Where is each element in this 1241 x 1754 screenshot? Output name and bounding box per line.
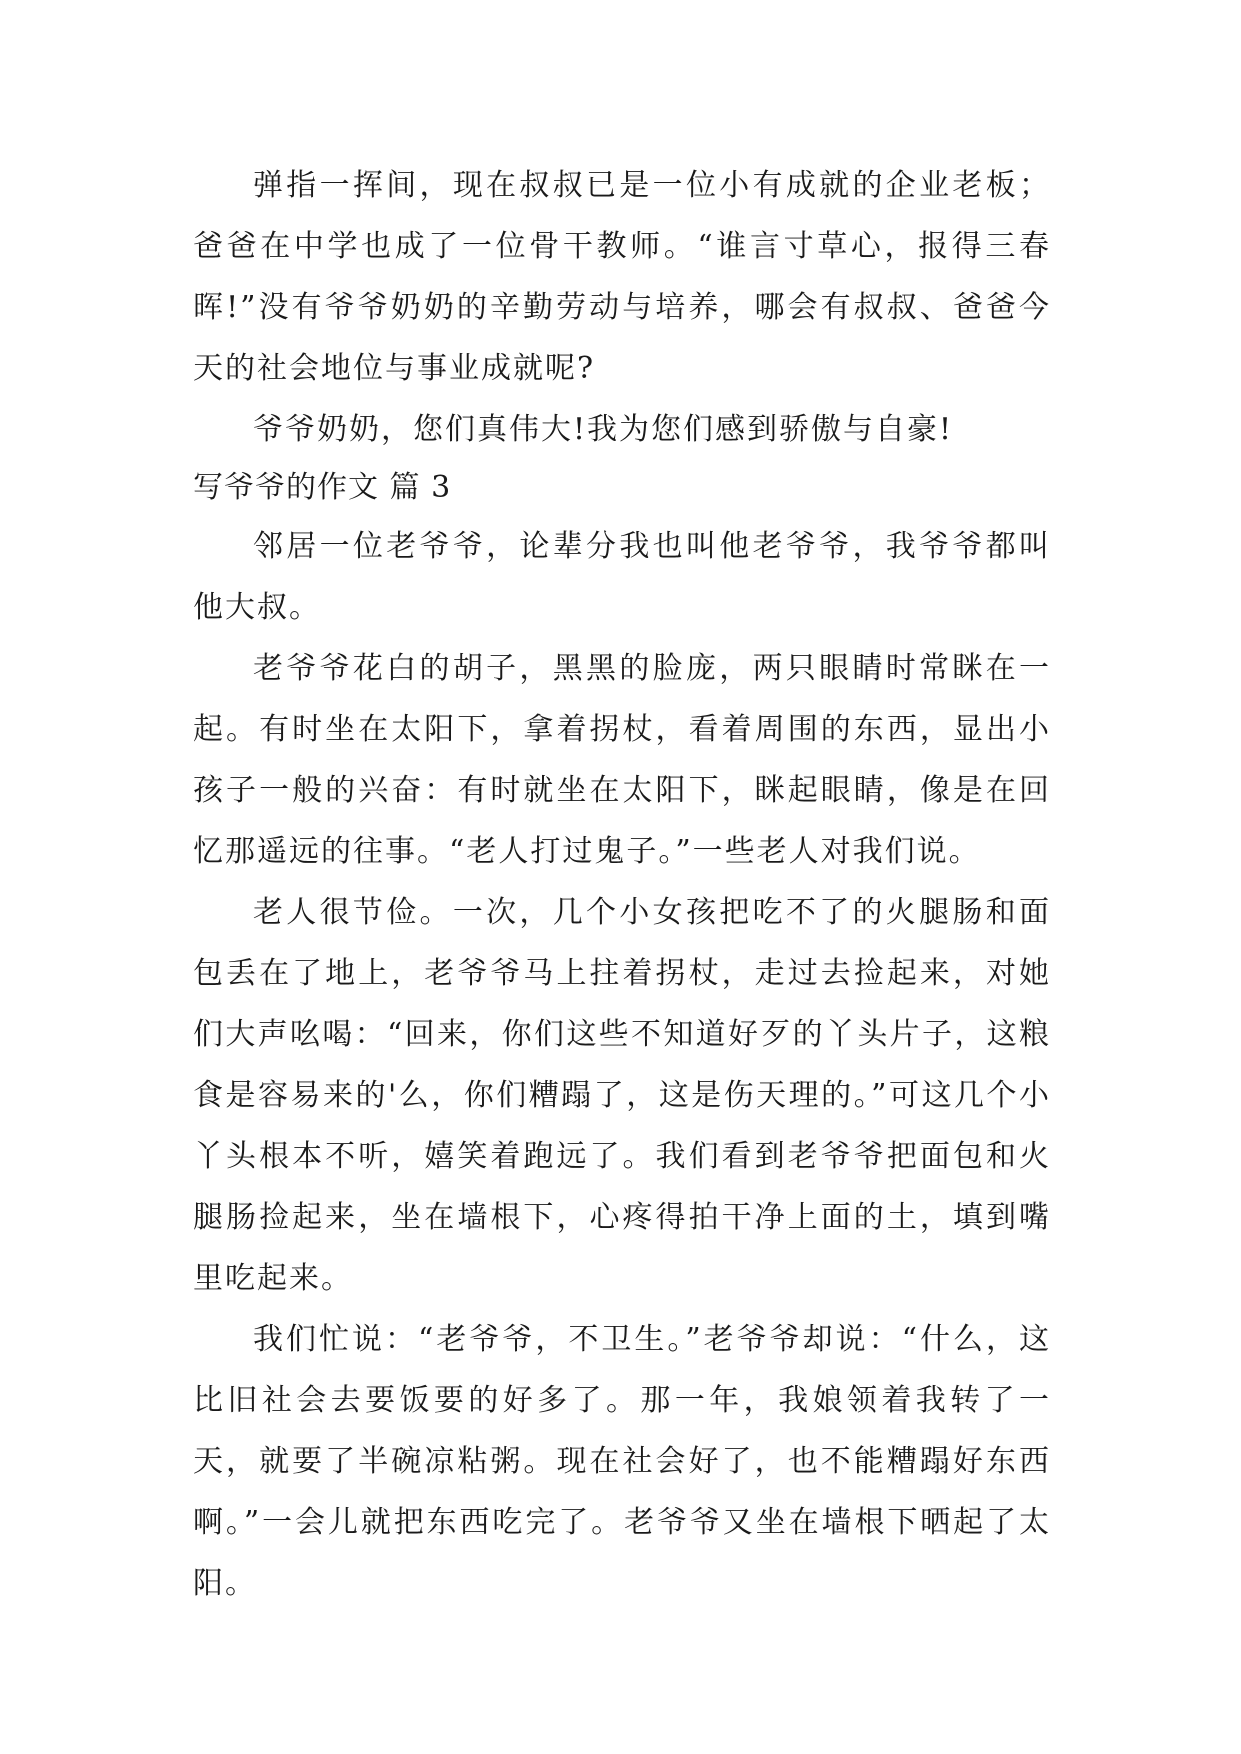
- paragraph-success-of-uncle-and-father: 弹指一挥间，现在叔叔已是一位小有成就的企业老板；爸爸在中学也成了一位骨干教师。“谁言寸草心，报得三春晖!”没有爷爷奶奶的辛勤劳动与培养，哪会有叔叔、爸爸今天的社会地位与事业成就呢?: [193, 168, 1051, 386]
- paragraph-old-man-appearance: 老爷爷花白的胡子，黑黑的脸庞，两只眼睛时常眯在一起。有时坐在太阳下，拿着拐杖，看着周围的东西，显出小孩子一般的兴奋：有时就坐在太阳下，眯起眼睛，像是在回忆那遥远的往事。“老人打过鬼子。”一些老人对我们说。: [193, 651, 1051, 869]
- paragraph-praise-grandparents: 爷爷奶奶，您们真伟大!我为您们感到骄傲与自豪!: [253, 412, 954, 447]
- essay-body: [193, 155, 1051, 1614]
- section-heading: 写爷爷的作文 篇 3: [193, 470, 452, 505]
- paragraph-old-man-speech: 我们忙说：“老爷爷，不卫生。”老爷爷却说：“什么，这比旧社会去要饭要的好多了。那一年，我娘领着我转了一天，就要了半碗凉粘粥。现在社会好了，也不能糟蹋好东西啊。”一会儿就把东西吃完了。老爷爷又坐在墙根下晒起了太阳。: [193, 1322, 1051, 1601]
- paragraph-neighbor-old-man: 邻居一位老爷爷，论辈分我也叫他老爷爷，我爷爷都叫他大叔。: [193, 529, 1051, 625]
- paragraph-old-man-frugal: 老人很节俭。一次，几个小女孩把吃不了的火腿肠和面包丢在了地上，老爷爷马上拄着拐杖，走过去捡起来，对她们大声吆喝：“回来，你们这些不知道好歹的丫头片子，这粮食是容易来的'么，你们糟蹋了，这是伤天理的。”可这几个小丫头根本不听，嬉笑着跑远了。我们看到老爷爷把面包和火腿肠捡起来，坐在墙根下，心疼得拍干净上面的土，填到嘴里吃起来。: [193, 895, 1051, 1296]
